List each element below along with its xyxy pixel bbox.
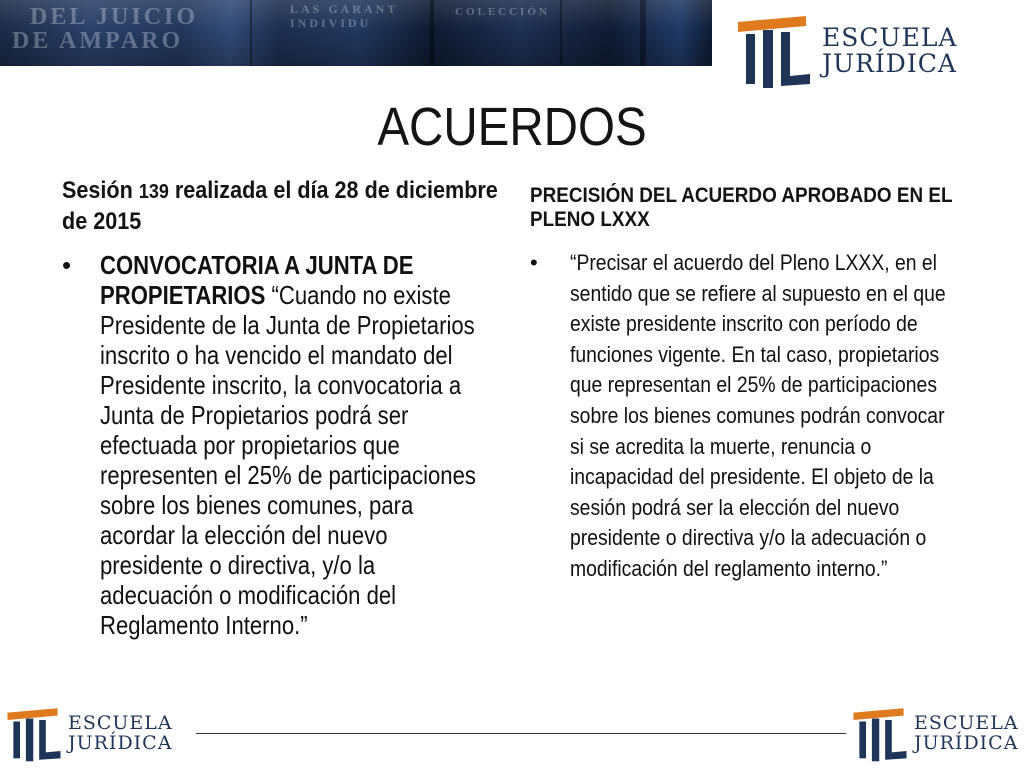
logo-line-2: JURÍDICA — [914, 732, 1019, 754]
book-spine-text: INDIVIDU — [290, 16, 372, 30]
logo-mark-icon — [852, 706, 908, 762]
precision-heading: PRECISIÓN DEL ACUERDO APROBADO EN EL PLENO LXXX — [530, 184, 953, 231]
session-heading — [62, 176, 503, 236]
logo-wordmark — [822, 22, 958, 78]
book-spine-text: DE AMPARO — [12, 28, 184, 54]
book-spine-edge — [250, 0, 252, 66]
header-banner-image — [0, 0, 712, 66]
logo-mark-icon — [736, 14, 812, 88]
logo-mark-icon — [6, 706, 62, 762]
logo-wordmark — [914, 714, 1019, 754]
book-spine-text: DEL JUICIO — [30, 4, 199, 30]
right-column — [530, 184, 970, 585]
book-spine-edge — [640, 0, 646, 66]
left-column — [62, 176, 502, 640]
footer-logo-right — [852, 706, 1019, 762]
book-spine-edge — [430, 0, 434, 66]
list-item — [530, 248, 970, 585]
escuela-juridica-logo — [736, 14, 957, 88]
bullet-text: “Precisar el acuerdo del Pleno LXXX, en el sentido que se refiere al supuesto en el que existe presidente inscrito con período de funciones vigente. En tal caso, propietarios que representan el 25% de participaciones sobre los bienes comunes podrán convocar si se acredita la muerte, renuncia o incapacidad del presidente. El objeto de la sesión podrá ser la elección del nuevo presidente o directiva y/o la adecuación o modificación del reglamento interno.” — [570, 250, 946, 581]
book-spine-text: COLECCIÓN — [455, 6, 550, 18]
footer-divider — [196, 733, 846, 734]
logo-wordmark — [68, 714, 173, 754]
bullet-marker: • — [62, 250, 72, 280]
book-spine-text: LAS GARANT — [290, 2, 399, 16]
bullet-quote: “Cuando no existe Presidente de la Junta de Propietarios inscrito o ha vencido el mandato del Presidente inscrito, la convocatoria a Junta de Propietarios podrá ser efectuada por propietarios que representen el 25% de participaciones sobre los bienes comunes, para acordar la elección del nuevo presidente o directiva, y/o la adecuación o modificación del Reglamento Interno.” — [100, 280, 476, 640]
book-spine-edge — [560, 0, 562, 66]
slide-title: ACUERDOS — [377, 97, 647, 157]
logo-line-1: ESCUELA — [822, 22, 958, 52]
session-heading-post: realizada el día 28 de diciembre de 2015 — [62, 177, 498, 235]
session-heading-pre: Sesión — [62, 177, 139, 204]
bullet-bold-lead: CONVOCATORIA A JUNTA DE PROPIETARIOS — [100, 250, 414, 310]
logo-line-1: ESCUELA — [914, 712, 1019, 735]
logo-line-1: ESCUELA — [68, 712, 173, 735]
logo-line-2: JURÍDICA — [68, 732, 173, 754]
footer-logo-left — [6, 706, 173, 762]
logo-line-2: JURÍDICA — [822, 49, 957, 78]
session-number: 139 — [138, 181, 169, 203]
list-item — [62, 250, 502, 640]
bullet-text — [100, 250, 491, 640]
bullet-marker: • — [530, 250, 538, 275]
